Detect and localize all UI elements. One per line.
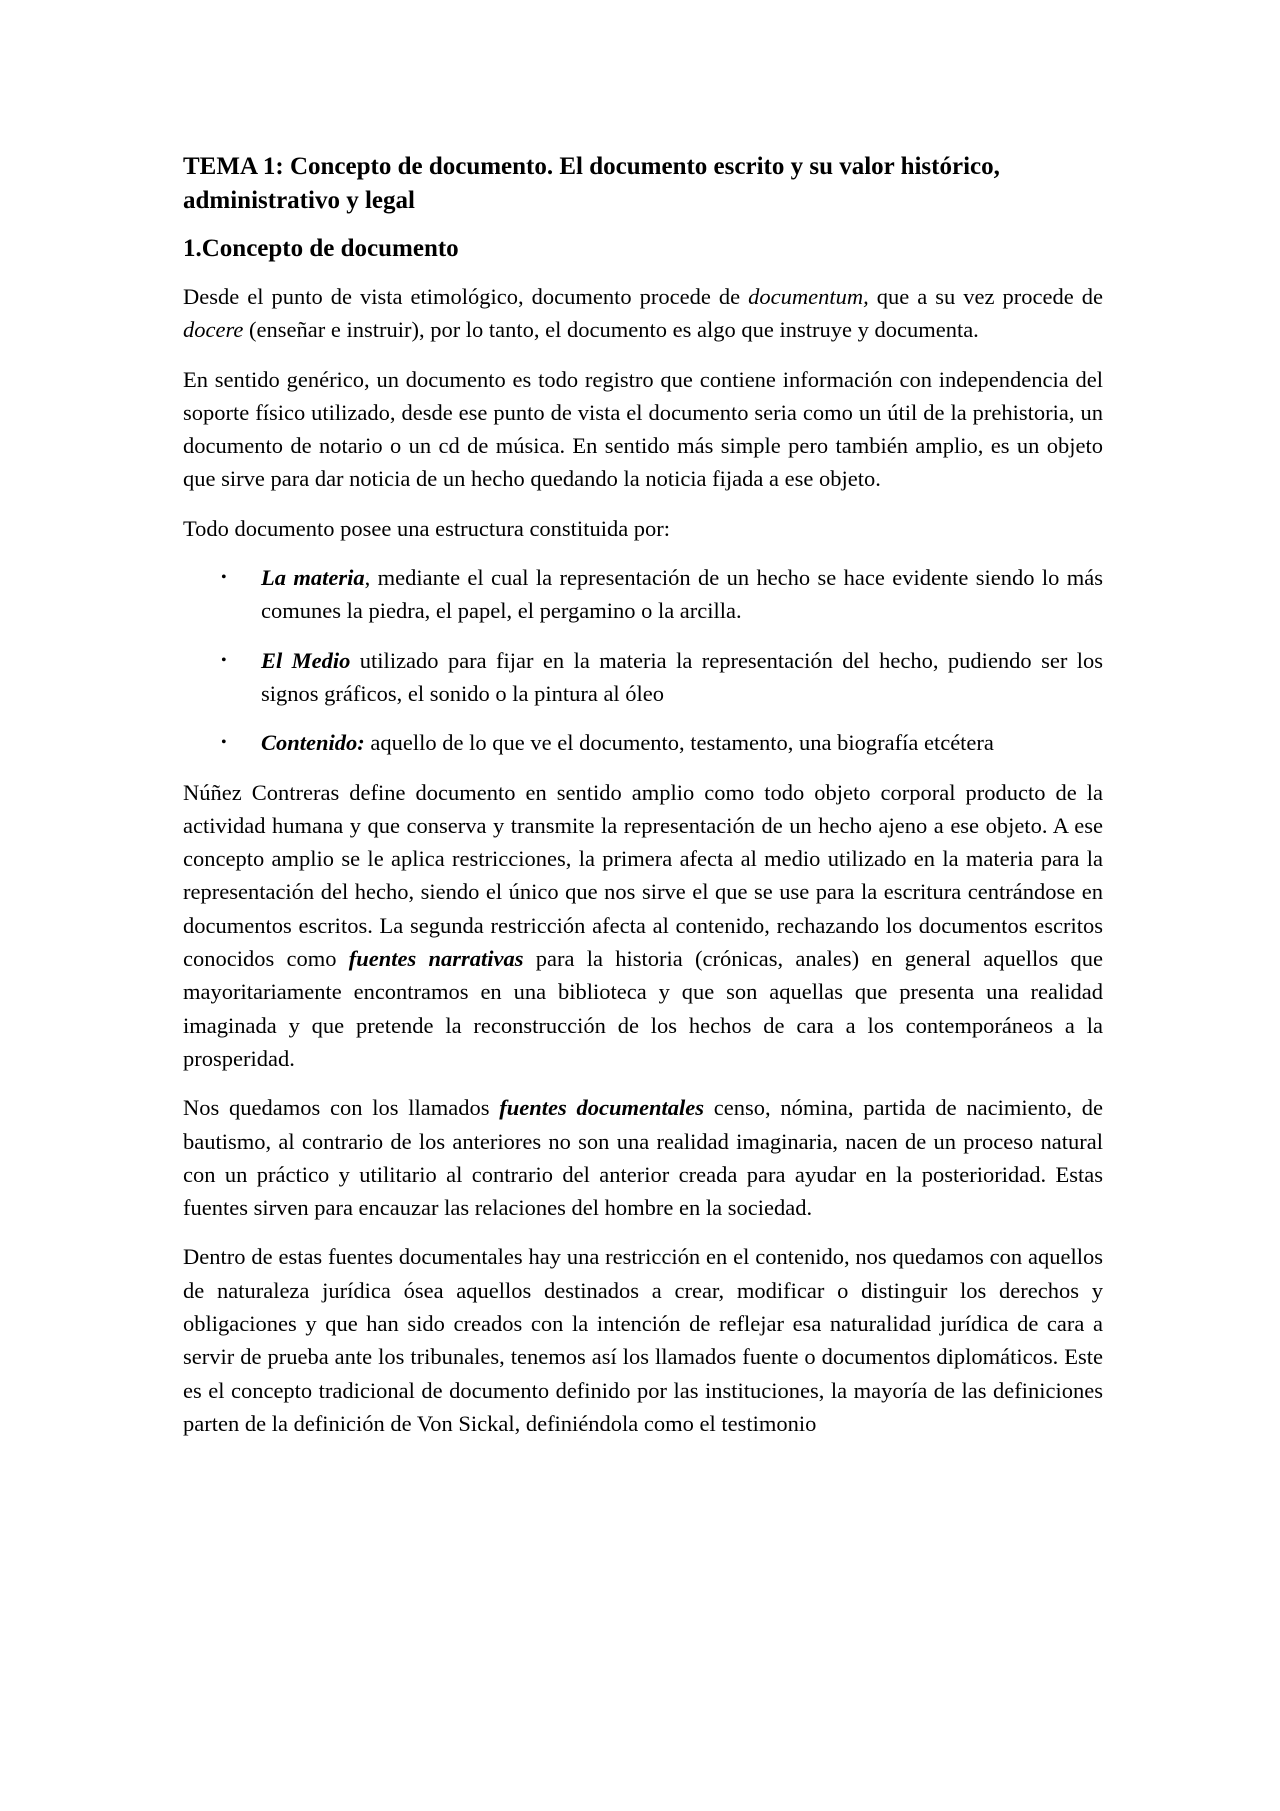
- paragraph-structure-intro: Todo documento posee una estructura constituida por:: [183, 515, 671, 541]
- text-run: Núñez Contreras define documento en sentido amplio como todo objeto corporal producto de la actividad humana y que conserva y transmite la representación de un hecho ajeno a ese objeto. A ese concepto amplio se le aplica restricciones, la primera afecta al medio utilizado en la materia para la representación del hecho, siendo el único que nos sirve el que se use para la escritura centrándose en documentos escritos. La segunda restricción afecta al contenido, rechazando los documentos escritos conocidos como: [183, 779, 1103, 972]
- document-title: TEMA 1: Concepto de documento. El documento escrito y su valor histórico, administrativo y legal: [183, 153, 1000, 214]
- term-fuentes-documentales: fuentes documentales: [499, 1095, 704, 1121]
- structure-list: [183, 561, 1103, 759]
- text-run: censo, nómina, partida de nacimiento, de bautismo, al contrario de los anteriores no son una realidad imaginaria, nacen de un proceso natural con un práctico y utilitario al contrario del anterior creada para ayudar en la posterioridad. Estas fuentes sirven para encauzar las relaciones del hombre en la sociedad.: [183, 1095, 1103, 1221]
- term-fuentes-narrativas: fuentes narrativas: [348, 946, 524, 972]
- text-run: para la historia (crónicas, anales) en general aquellos que mayoritariamente encontramos en una biblioteca y que son aquellas que presenta una realidad imaginada y que pretende la reconstrucción de los hechos de cara a los contemporáneos a la prosperidad.: [183, 946, 1104, 1071]
- text-run: que a su vez procede de: [868, 284, 1103, 309]
- paragraph-generic-sense: En sentido genérico, un documento es todo registro que contiene información con independencia del soporte físico utilizado, desde ese punto de vista el documento seria como un útil de la prehistoria, un documento de notario o un cd de música. En sentido más simple pero también amplio, es un objeto que sirve para dar noticia de un hecho quedando la noticia fijada a ese objeto.: [183, 366, 1103, 492]
- bullet-icon: •: [221, 651, 227, 669]
- list-text: utilizado para fijar en la materia la representación del hecho, pudiendo ser los signos gráficos, el sonido o la pintura al óleo: [261, 647, 1103, 706]
- list-term: El Medio: [261, 647, 351, 673]
- list-text: , mediante el cual la representación de un hecho se hace evidente siendo lo más comunes la piedra, el papel, el pergamino o la arcilla.: [261, 565, 1103, 624]
- bullet-icon: •: [221, 734, 227, 752]
- list-item: [183, 726, 1103, 759]
- list-item: [183, 561, 1103, 628]
- paragraph-etymology: [183, 280, 1103, 347]
- list-text: aquello de lo que ve el documento, testamento, una biografía etcétera: [364, 730, 994, 756]
- text-run: Desde el punto de vista etimológico, documento procede de: [183, 284, 749, 309]
- document-page: [183, 150, 1103, 1456]
- list-item: [183, 644, 1103, 711]
- paragraph-juridical-nature: Dentro de estas fuentes documentales hay una restricción en el contenido, nos quedamos con aquellos de naturaleza jurídica ósea aquellos destinados a crear, modificar o distinguir los derechos y obligaciones y que han sido creados con la intención de reflejar esa naturalidad jurídica de cara a servir de prueba ante los tribunales, tenemos así los llamados fuente o documentos diplomáticos. Este es el concepto tradicional de documento definido por las instituciones, la mayoría de las definiciones parten de la definición de Von Sickal, definiéndola como el testimonio: [183, 1244, 1103, 1436]
- section-heading: 1.Concepto de documento: [183, 235, 459, 262]
- text-run: Nos quedamos con los llamados: [183, 1095, 500, 1121]
- paragraph-fuentes-documentales: [183, 1091, 1103, 1224]
- bullet-icon: •: [221, 569, 227, 587]
- term-docere: docere: [183, 317, 244, 343]
- list-term: La materia: [261, 565, 365, 591]
- paragraph-nunez-contreras: [183, 776, 1103, 1076]
- list-term: Contenido:: [261, 730, 365, 756]
- text-run: (enseñar e instruir), por lo tanto, el documento es algo que instruye y documenta.: [243, 317, 979, 343]
- term-documentum: documentum,: [748, 284, 869, 309]
